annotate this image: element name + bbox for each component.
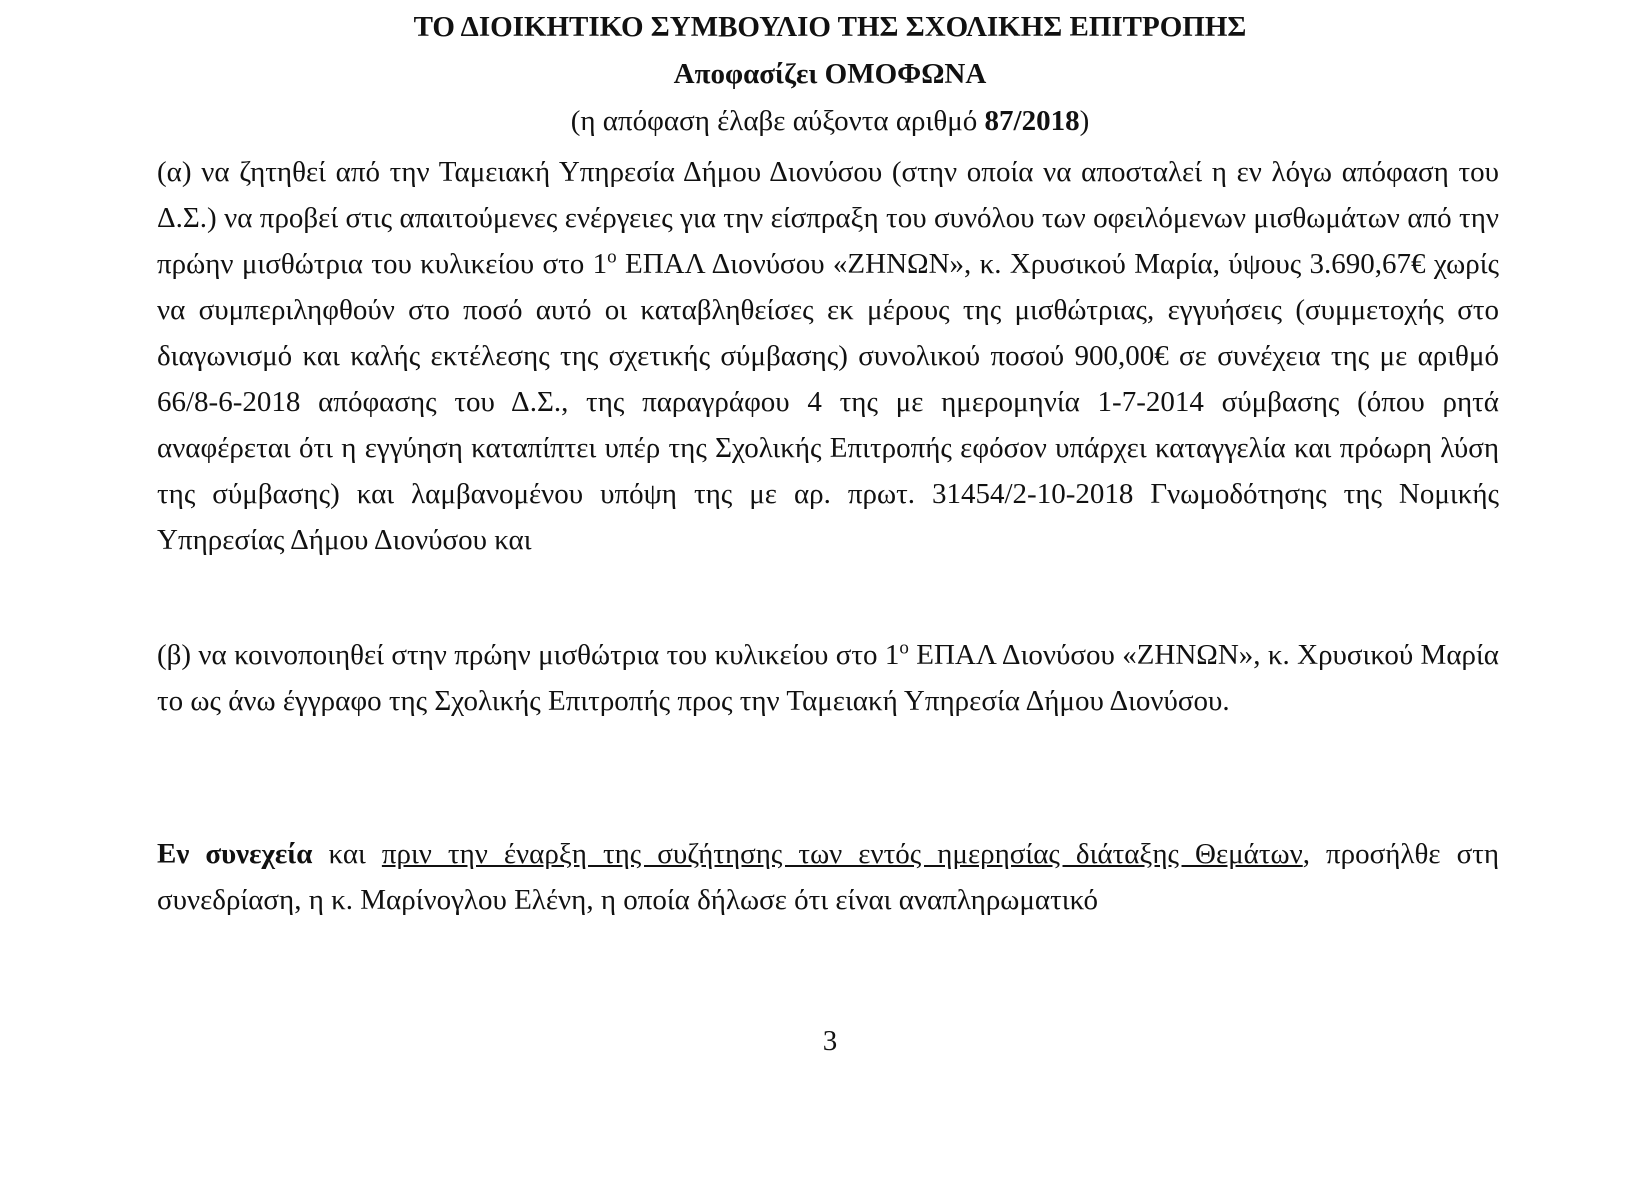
paragraph-a-part1: (α) να ζητηθεί από την Ταμειακή Υπηρεσία Δήμου Διονύσου (στην οποία να αποσταλεί η εν λόγω απόφαση του Δ.Σ.) να προβεί στις απαιτούμενες ενέργειες για την είσπραξη του συνόλου των οφειλόμενων μισθωμάτων από την πρώην μισθώτρια του κυλικείου στο 1 xyxy=(157,156,1499,280)
ordinal-superscript: ο xyxy=(607,246,617,268)
decision-heading: Αποφασίζει ΟΜΟΦΩΝΑ xyxy=(673,58,987,90)
paragraph-b-part1: (β) να κοινοποιηθεί στην πρώην μισθώτρια του κυλικείου στο 1 xyxy=(157,639,900,671)
decision-number-suffix: ) xyxy=(1079,105,1090,137)
paragraph-a-part2: ΕΠΑΛ Διονύσου «ΖΗΝΩΝ», κ. Χρυσικού Μαρία, ύψους 3.690,67€ χωρίς να συμπεριληφθούν στο ποσό αυτό οι καταβληθείσες εκ μέρους της μισθώτριας, εγγυήσεις (συμμετοχής στο διαγωνισμό και καλής εκτέλεσης της σχετικής σύμβασης) συνολικού ποσού 900,00€ σε συνέχεια της με αριθμό 66/8-6-2018 απόφασης του Δ.Σ., της παραγράφου 4 της με ημερομηνία 1-7-2014 σύμβασης (όπου ρητά αναφέρεται ότι η εγγύηση καταπίπτει υπέρ της Σχολικής Επιτροπής εφόσον υπάρχει καταγγελία και πρόωρη λύση της σύμβασης) και λαμβανομένου υπόψη της με αρ. πρωτ. 31454/2-10-2018 Γνωμοδότησης της Νομικής Υπηρεσίας Δήμου Διονύσου και xyxy=(157,248,1499,556)
paragraph-c-text1: και xyxy=(312,838,382,870)
paragraph-c-underlined: πριν την έναρξη της συζήτησης των εντός ημερησίας διάταξης Θεμάτων xyxy=(381,838,1303,870)
board-title: ΤΟ ΔΙΟΙΚΗΤΙΚΟ ΣΥΜΒΟΥΛΙΟ ΤΗΣ ΣΧΟΛΙΚΗΣ ΕΠΙΤΡΟΠΗΣ xyxy=(413,11,1247,43)
decision-number-prefix: (η απόφαση έλαβε αύξοντα αριθμό xyxy=(570,105,985,137)
paragraph-a xyxy=(157,149,1499,563)
paragraph-c-bold-lead: Εν συνεχεία xyxy=(157,838,313,870)
paragraph-c-text2: , προσήλθε στη συνεδρίαση, η κ. Μαρίνογλου Ελένη, η οποία δήλωσε ότι είναι αναπληρωματικό xyxy=(157,838,1500,916)
decision-number: 87/2018 xyxy=(984,105,1080,137)
document-header xyxy=(0,4,1638,145)
paragraph-b-part2: ΕΠΑΛ Διονύσου «ΖΗΝΩΝ», κ. Χρυσικού Μαρία το ως άνω έγγραφο της Σχολικής Επιτροπής προς την Ταμειακή Υπηρεσία Δήμου Διονύσου. xyxy=(157,639,1499,717)
decision-number-line xyxy=(0,98,1638,145)
paragraph-b xyxy=(157,632,1499,724)
page-number: 3 xyxy=(822,1025,838,1057)
paragraph-c xyxy=(157,831,1499,923)
ordinal-superscript: ο xyxy=(899,637,909,659)
